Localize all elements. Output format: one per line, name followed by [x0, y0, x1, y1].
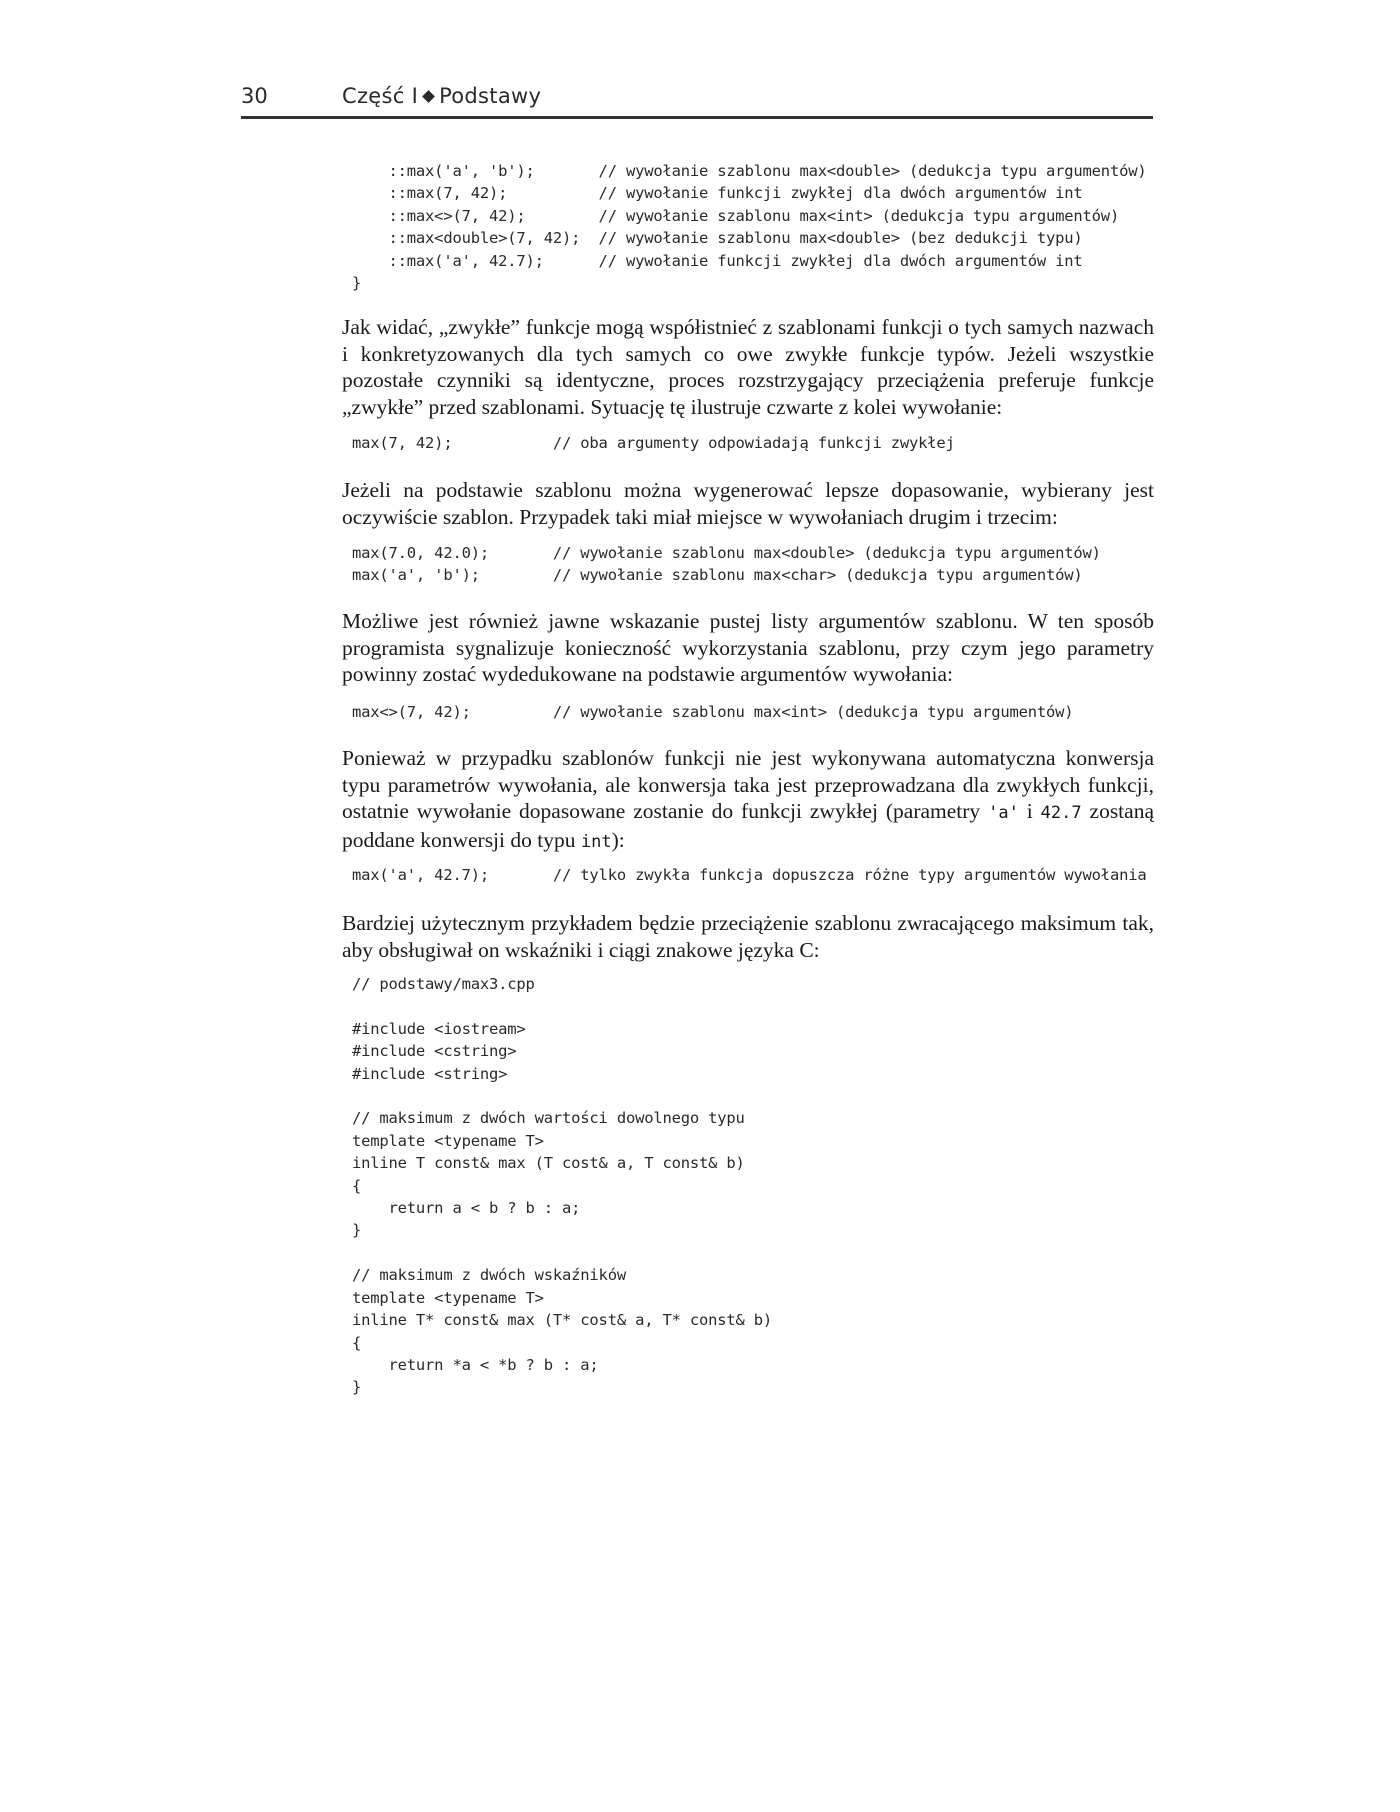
- code-line: template <typename T>: [352, 1131, 544, 1150]
- code-line: }: [352, 274, 362, 293]
- code-line: // podstawy/max3.cpp: [352, 975, 535, 993]
- paragraph-4: [342, 745, 1154, 855]
- code-line: ::max('a', 'b'); // wywołanie szablonu max<double> (dedukcja typu argumentów): [352, 162, 1147, 180]
- code-block-2: [352, 432, 955, 454]
- code-line: return a < b ? b : a;: [352, 1199, 581, 1218]
- code-line: }: [352, 1221, 362, 1240]
- part-title: Podstawy: [439, 84, 542, 108]
- paragraph-text: ):: [611, 827, 625, 852]
- paragraph-3: Możliwe jest również jawne wskazanie pustej listy argumentów szablonu. W ten sposób programista sygnalizuje konieczność wykorzystania szablonu, przy czym jego parametry powinny zostać wydedukowane na podstawie argumentów wywołania:: [342, 609, 1154, 686]
- paragraph-text: i: [1018, 799, 1041, 823]
- diamond-icon: [422, 90, 435, 103]
- paragraph-text: Ponieważ w przypadku szablonów funkcji nie jest wykonywana automatyczna konwersja typu parametrów wywołania, ale konwersja taka jest przeprowadzana dla zwykłych funkcji, ostatnie wywołanie dopasowane zostanie do funkcji zwykłej (parametry: [342, 746, 1154, 823]
- code-block-3: [352, 542, 1101, 587]
- code-line: max(7.0, 42.0); // wywołanie szablonu max<double> (dedukcja typu argumentów): [352, 544, 1101, 562]
- code-line: inline T* const& max (T* cost& a, T* const& b): [352, 1311, 773, 1330]
- code-line: inline T const& max (T cost& a, T const& b): [352, 1154, 745, 1173]
- code-line: ::max(7, 42); // wywołanie funkcji zwykłej dla dwóch argumentów int: [352, 184, 1083, 203]
- code-block-4: [352, 701, 1073, 723]
- page-header: [241, 80, 1153, 119]
- running-title: [342, 84, 541, 108]
- paragraph-2: Jeżeli na podstawie szablonu można wygenerować lepsze dopasowanie, wybierany jest oczywiście szablon. Przypadek taki miał miejsce w wywołaniach drugim i trzecim:: [342, 478, 1154, 529]
- code-line: return *a < *b ? b : a;: [352, 1355, 599, 1374]
- code-line: #include <iostream>: [352, 1019, 526, 1038]
- inline-code: 'a': [988, 803, 1019, 823]
- code-line: // maksimum z dwóch wartości dowolnego typu: [352, 1109, 745, 1128]
- code-line: {: [352, 1176, 362, 1195]
- inline-code: 42.7: [1040, 803, 1082, 823]
- code-line: ::max<>(7, 42); // wywołanie szablonu max<int> (dedukcja typu argumentów): [352, 206, 1120, 225]
- code-block-5: [352, 864, 1146, 886]
- code-line: [352, 1085, 772, 1107]
- code-line: }: [352, 1378, 362, 1397]
- part-label: Część I: [342, 84, 419, 108]
- paragraph-text: zostaną poddane konwersji do typu: [342, 799, 1154, 852]
- paragraph-1: Jak widać, „zwykłe” funkcje mogą współistnieć z szablonami funkcji o tych samych nazwach i konkretyzowanych dla tych samych co owe zwykłe funkcje typów. Jeżeli wszystkie pozostałe czynniki są identyczne, proces rozstrzygający przeciążenia preferuje funkcje „zwykłe” przed szablonami. Sytuację tę ilustruje czwarte z kolei wywołanie:: [342, 315, 1154, 419]
- code-line: ::max('a', 42.7); // wywołanie funkcji zwykłej dla dwóch argumentów int: [352, 251, 1083, 270]
- code-line: max<>(7, 42); // wywołanie szablonu max<int> (dedukcja typu argumentów): [352, 703, 1074, 721]
- code-line: // maksimum z dwóch wskaźników: [352, 1266, 626, 1285]
- code-line: [352, 1242, 772, 1264]
- page-number: 30: [241, 84, 268, 108]
- code-line: max('a', 'b'); // wywołanie szablonu max<char> (dedukcja typu argumentów): [352, 566, 1083, 585]
- code-line: template <typename T>: [352, 1288, 544, 1307]
- inline-code: int: [580, 831, 612, 852]
- code-line: #include <string>: [352, 1064, 508, 1083]
- code-line: max('a', 42.7); // tylko zwykła funkcja dopuszcza różne typy argumentów wywołania: [352, 866, 1147, 884]
- code-line: [352, 995, 772, 1017]
- code-block-1: [352, 160, 1146, 294]
- code-line: {: [352, 1333, 362, 1352]
- code-line: #include <cstring>: [352, 1042, 517, 1061]
- code-block-6: [352, 973, 772, 1399]
- paragraph-5: Bardziej użytecznym przykładem będzie przeciążenie szablonu zwracającego maksimum tak, aby obsługiwał on wskaźniki i ciągi znakowe języka C:: [342, 911, 1154, 962]
- code-line: ::max<double>(7, 42); // wywołanie szablonu max<double> (bez dedukcji typu): [352, 229, 1083, 248]
- code-line: max(7, 42); // oba argumenty odpowiadają funkcji zwykłej: [352, 434, 955, 452]
